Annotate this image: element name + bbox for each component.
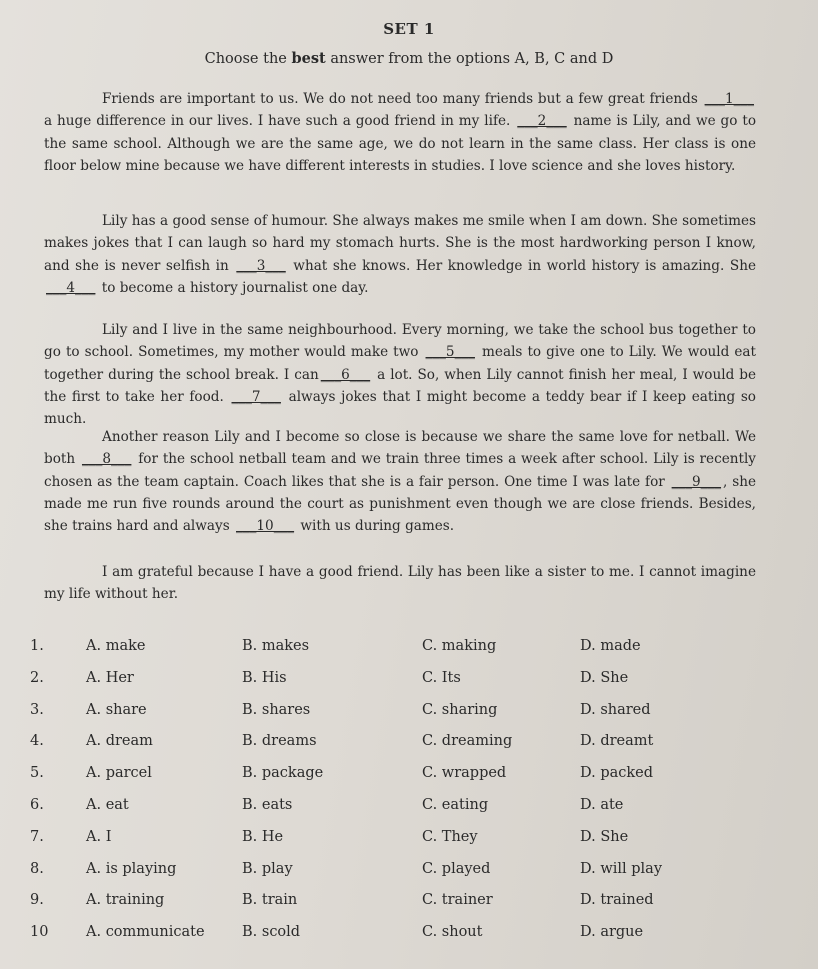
option-b: B. train [242,892,298,909]
instruction-text [0,50,818,67]
option-a: A. training [86,892,165,909]
passage-paragraph-5 [44,561,756,606]
answer-blank: ___5___ [425,344,475,361]
answer-blank: ___10___ [236,518,295,535]
answer-blank: ___7___ [231,388,281,405]
option-b: B. His [242,669,287,686]
question-row-10 [30,924,770,956]
passage-text: Another reason Lily and I become so close is because we share the same love for netball. We both [44,429,756,468]
answer-blank: ___9___ [671,473,722,490]
option-d: D. dreamt [580,733,654,750]
option-b: B. scold [242,924,301,941]
option-b: B. shares [242,701,311,718]
question-number: 9. [30,892,44,909]
option-c: C. sharing [422,701,498,718]
passage-text: name is Lily, and we go to the same school. Although we are the same age, we do not learn in the same class. Her class is one floor below mine because we have different interests in studies. I love science and she loves history. [44,113,757,174]
passage-text: with us during games. [296,518,455,535]
passage-text: to become a history journalist one day. [97,279,369,296]
question-number: 7. [30,828,44,845]
option-b: B. dreams [242,733,317,750]
instruction-bold: best [291,50,326,67]
option-c: C. played [422,860,491,877]
option-c: C. eating [422,796,489,813]
option-d: D. will play [580,860,663,877]
question-number: 4. [30,733,44,750]
passage-text: Lily has a good sense of humour. She always makes me smile when I am down. She sometimes makes jokes that I can laugh so hard my stomach hurts. She is the most hardworking person I know, and she is never selfish in [44,213,756,274]
answer-blank: ___4___ [46,279,96,296]
instruction-post: answer from the options A, B, C and D [325,51,614,67]
option-d: D. trained [580,892,654,909]
answer-blank: ___3___ [236,257,286,274]
passage-text: what she knows. Her knowledge in world history is amazing. She [287,257,756,274]
answer-blank: ___1___ [704,91,754,107]
option-a: A. dream [86,733,153,750]
option-c: C. dreaming [422,733,513,750]
passage-text: Lily and I live in the same neighbourhood. Every morning, we take the school bus together to go to school. Sometimes, my mother would make two [44,322,756,361]
answer-blank: ___2___ [517,113,567,130]
question-number: 5. [30,765,44,782]
option-a: A. make [86,638,146,654]
question-number: 3. [30,701,44,718]
answer-options-list [30,638,770,956]
option-a: A. I [86,828,112,845]
question-row-8 [30,861,770,893]
instruction-pre: Choose the [204,51,292,67]
option-b: B. eats [242,796,293,813]
question-row-5 [30,765,770,797]
option-c: C. making [422,638,497,654]
option-a: A. is playing [86,860,177,877]
question-number: 8. [30,860,44,877]
question-row-9 [30,892,770,924]
option-d: D. She [580,828,629,845]
option-a: A. parcel [86,765,152,782]
passage-text: , she made me run five rounds around the court as punishment even though we are close friends. Besides, she trains hard and always [44,473,756,535]
passage-paragraph-4 [44,426,756,537]
option-b: B. makes [242,638,310,654]
question-row-7 [30,829,770,861]
passage-text: I am grateful because I have a good friend. Lily has been like a sister to me. I cannot imagine my life without her. [44,564,756,603]
question-row-4 [30,733,770,765]
option-a: A. Her [86,669,134,686]
question-row-6 [30,797,770,829]
passage-text: a huge difference in our lives. I have such a good friend in my life. [44,113,516,130]
option-d: D. She [580,669,629,686]
set-title: SET 1 [383,20,435,38]
passage-paragraph-3 [44,319,756,430]
option-d: D. made [580,638,641,654]
answer-blank: ___8___ [81,451,132,468]
option-b: B. play [242,860,293,877]
passage-text: always jokes that I might become a teddy bear if I keep eating so much. [44,388,756,428]
question-number: 6. [30,796,44,813]
question-row-1 [30,638,770,670]
passage-text: meals to give one to Lily. We would eat together during the school break. I can [44,344,756,383]
option-d: D. argue [580,924,644,941]
option-c: C. They [422,828,478,845]
option-c: C. trainer [422,892,493,909]
option-a: A. communicate [86,924,205,941]
passage-text: a lot. So, when Lily cannot finish her meal, I would be the first to take her food. [44,366,756,405]
passage-text: Friends are important to us. We do not need too many friends but a few great friends [102,91,703,107]
option-c: C. shout [422,924,483,941]
question-number: 2. [30,669,44,686]
option-a: A. eat [86,796,129,813]
option-c: C. wrapped [422,765,507,782]
question-number: 10 [30,924,49,941]
passage-paragraph-2 [44,210,756,299]
option-d: D. packed [580,765,654,782]
option-b: B. He [242,828,284,845]
passage-paragraph-1 [44,88,756,177]
option-b: B. package [242,765,324,782]
answer-blank: ___6___ [320,366,371,383]
option-d: D. shared [580,701,651,718]
option-a: A. share [86,701,147,718]
question-row-3 [30,702,770,734]
question-number: 1. [30,638,44,654]
passage-text: for the school netball team and we train three times a week after school. Lily is recently chosen as the team captain. Coach likes that she is a fair person. One time I was late for [44,451,756,490]
option-d: D. ate [580,796,624,813]
question-row-2 [30,670,770,702]
option-c: C. Its [422,669,461,686]
